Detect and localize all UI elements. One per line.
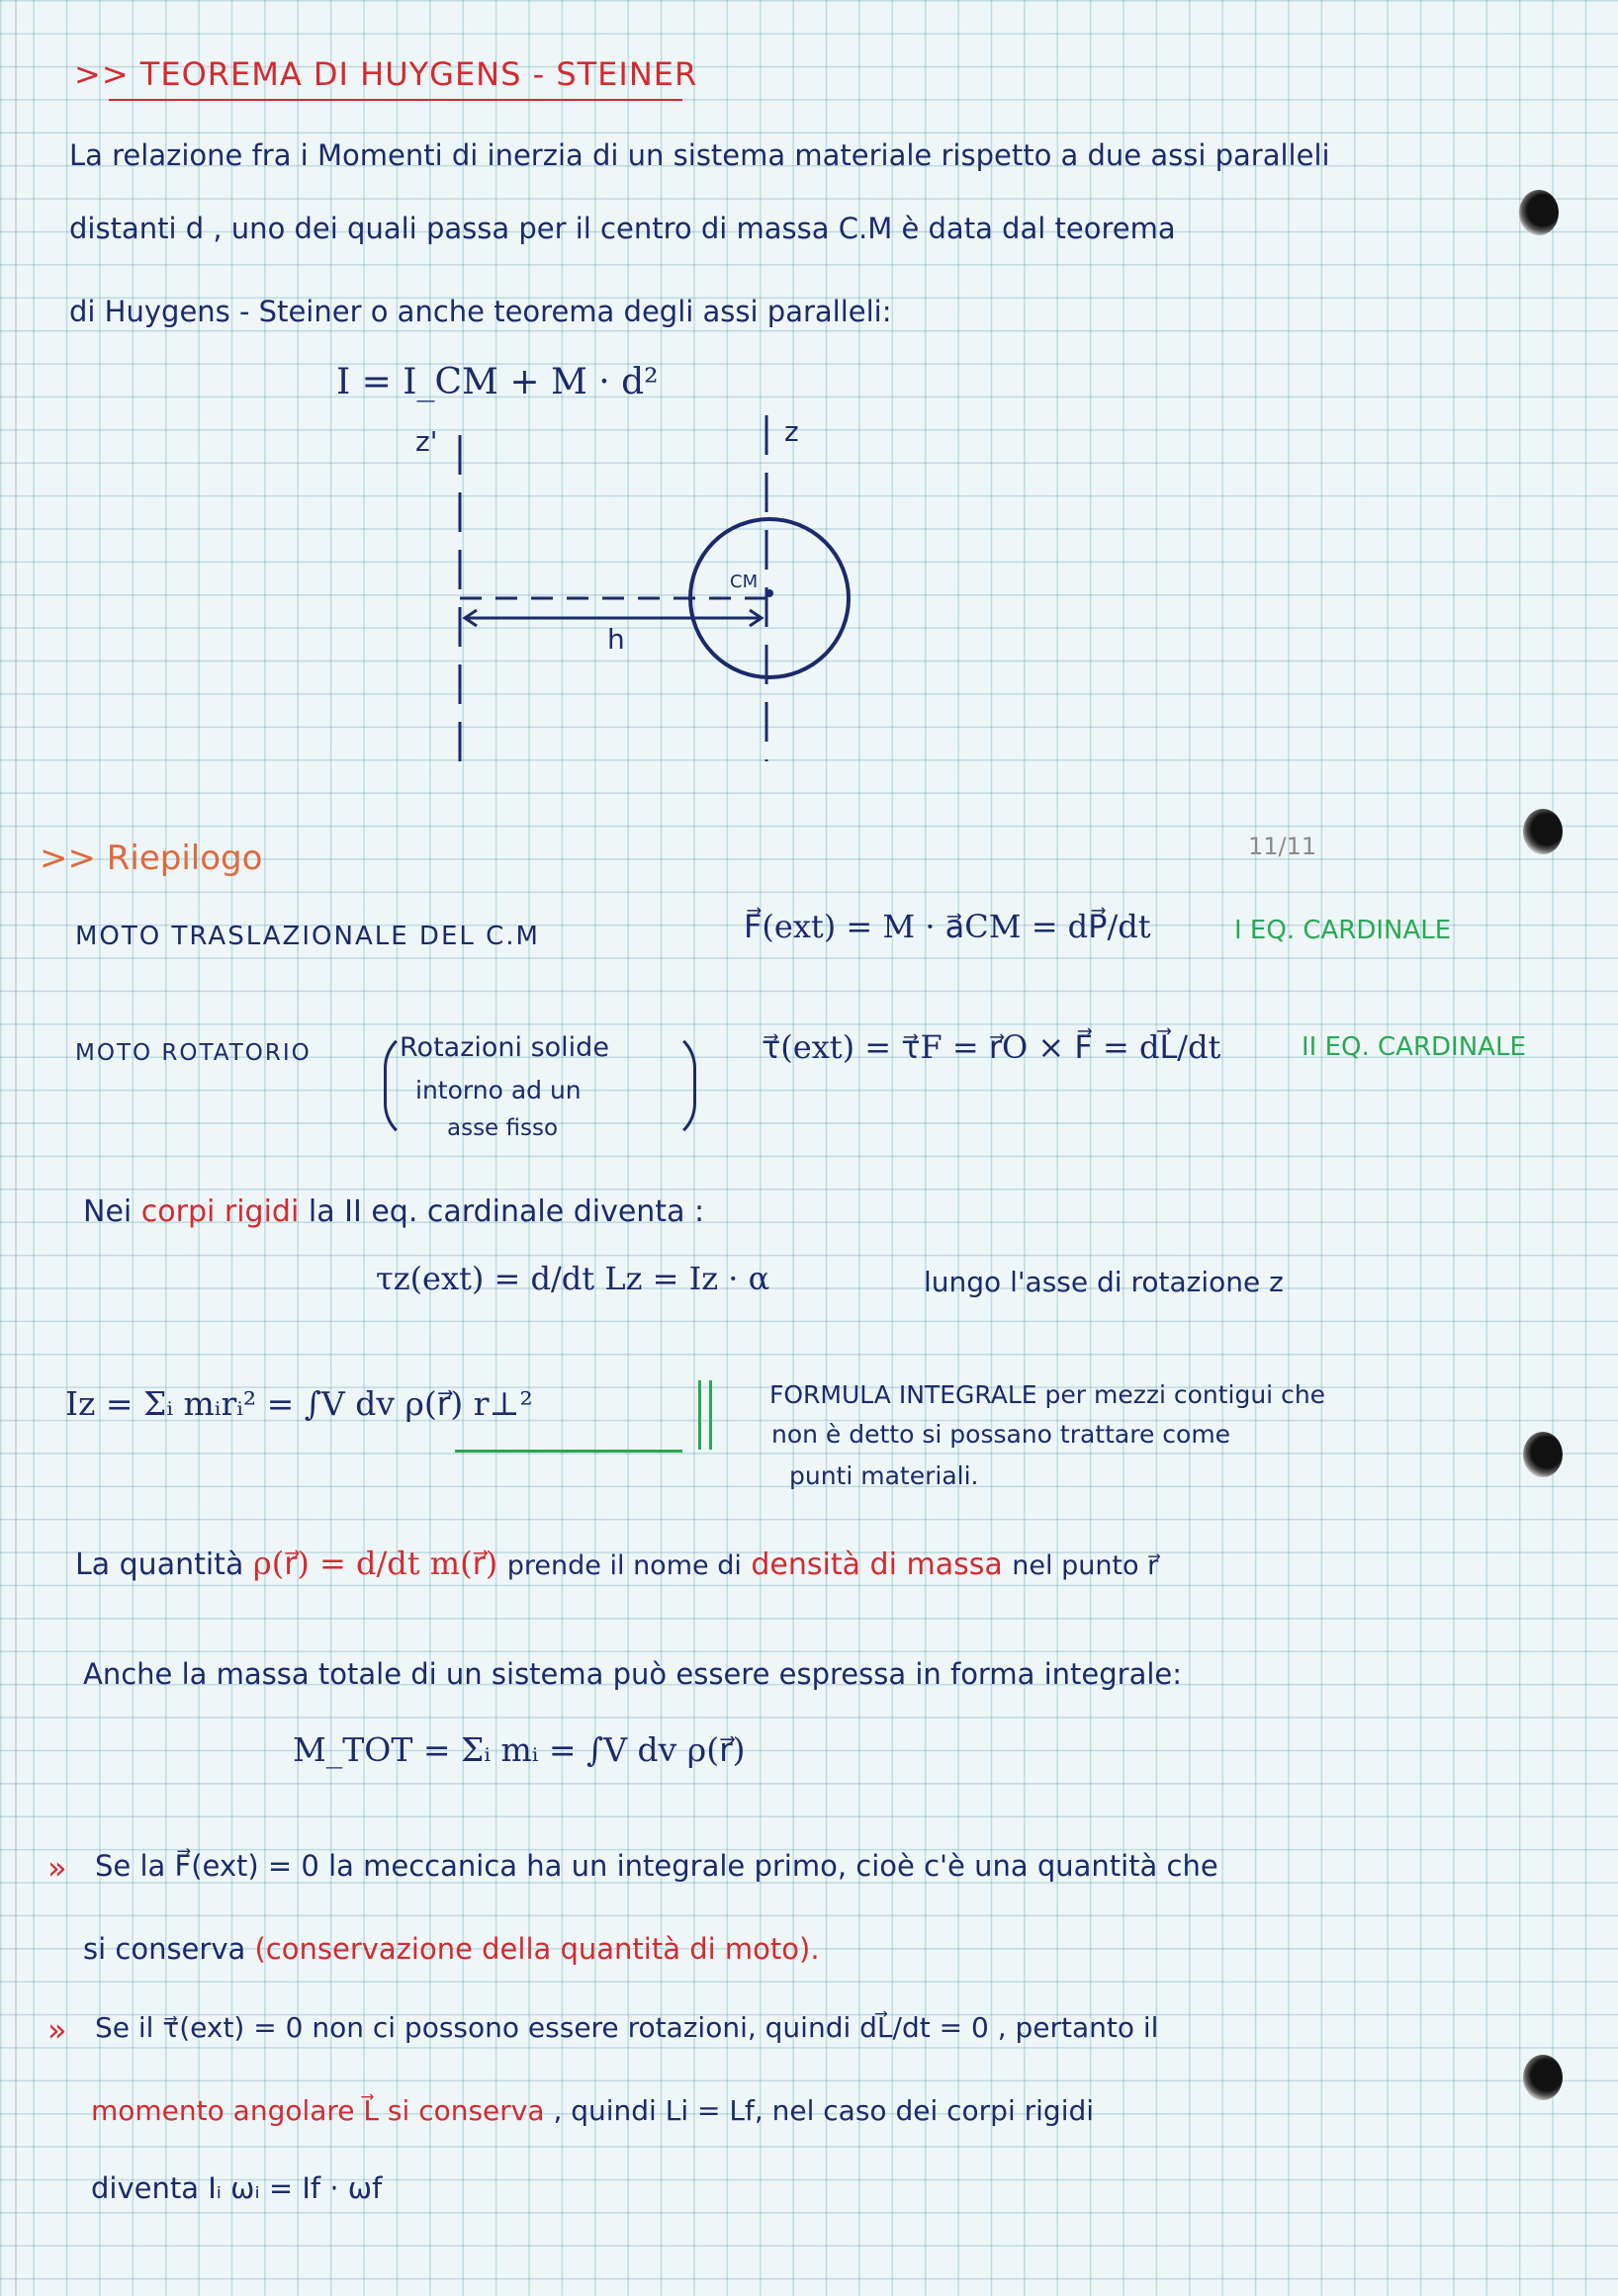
integral-note-1 [769, 1380, 1325, 1409]
axis-z-prime-label: z' [415, 425, 438, 458]
integral-bar [698, 1380, 712, 1450]
binder-hole-3 [1523, 1432, 1563, 1477]
cons2-line2-highlight: momento angolare L⃗ si conserva [91, 2094, 545, 2127]
row2-eq: II EQ. CARDINALE [1302, 1032, 1526, 1062]
row2-paren-line3: asse fisso [447, 1115, 559, 1141]
rigid-note: lungo l'asse di rotazione z [924, 1266, 1284, 1298]
binder-hole-2 [1523, 809, 1563, 854]
axis-z-label: z [784, 415, 799, 448]
binder-hole-4 [1523, 2055, 1563, 2100]
intro-line-2: distanti d , uno dei quali passa per il centro di massa C.M è data dal teorema [69, 212, 1176, 245]
row2-label: MOTO ROTATORIO [75, 1040, 312, 1066]
cons2-line2 [91, 2094, 1094, 2127]
cons2-line3: diventa Iᵢ ωᵢ = If · ωf [91, 2171, 383, 2205]
density-prefix: La quantità [75, 1547, 244, 1582]
row2-formula: τ⃗(ext) = τ⃗F = r⃗O × F⃗ = dL⃗/dt [762, 1028, 1221, 1066]
cons2-line2-suffix: , quindi Li = Lf, nel caso dei corpi rigidi [553, 2094, 1095, 2127]
density-line [75, 1545, 1158, 1582]
rigid-prefix: Nei [83, 1194, 133, 1229]
binder-hole-1 [1519, 190, 1559, 235]
steiner-diagram [415, 415, 890, 771]
integral-note-2: non è detto si possano trattare come [771, 1420, 1231, 1449]
integral-formula: Iz = Σᵢ mᵢrᵢ² = ∫V dv ρ(r⃗) r⊥² [65, 1384, 533, 1423]
row1-eq: I EQ. CARDINALE [1234, 916, 1452, 945]
cons1-line2-highlight: (conservazione della quantità di moto). [254, 1932, 820, 1966]
distance-label: h [607, 623, 625, 656]
integral-note-3: punti materiali. [789, 1461, 979, 1490]
cons2-bullet: » [47, 2011, 67, 2049]
cm-dot [765, 589, 773, 597]
density-middle: prende il nome di [506, 1550, 742, 1581]
cons2-line1: Se il τ⃗(ext) = 0 non ci possono essere rotazioni, quindi dL⃗/dt = 0 , pertanto il [95, 2011, 1159, 2044]
page-number: 11/11 [1248, 833, 1317, 860]
row1-label: MOTO TRASLAZIONALE DEL C.M [75, 922, 540, 951]
row2-paren-line2: intorno ad un [415, 1076, 582, 1104]
margin-line [15, 0, 17, 2296]
cm-label: CM [730, 572, 759, 592]
integral-underline [455, 1450, 682, 1453]
cons1-line1: Se la F⃗(ext) = 0 la meccanica ha un integrale primo, cioè c'è una quantità che [95, 1849, 1218, 1883]
recap-title: >> Riepilogo [40, 839, 263, 878]
rigid-highlight: corpi rigidi [140, 1194, 300, 1229]
cons1-line2-prefix: si conserva [83, 1932, 246, 1966]
mass-text: Anche la massa totale di un sistema può essere espressa in forma integrale: [83, 1657, 1183, 1691]
intro-line-3: di Huygens - Steiner o anche teorema degli assi paralleli: [69, 295, 892, 328]
title-underline [109, 99, 682, 101]
cons1-bullet: » [47, 1849, 67, 1887]
mass-formula: M_TOT = Σᵢ mᵢ = ∫V dv ρ(r⃗) [293, 1730, 746, 1769]
density-formula: ρ(r⃗) = d/dt m(r⃗) [252, 1545, 498, 1582]
rigid-line [83, 1194, 704, 1229]
density-highlight: densità di massa [751, 1547, 1003, 1582]
integral-note-1-text: FORMULA INTEGRALE per mezzi contigui che [769, 1380, 1326, 1409]
intro-line-1: La relazione fra i Momenti di inerzia di un sistema materiale rispetto a due assi paralleli [69, 138, 1330, 172]
cons1-line2 [83, 1932, 820, 1966]
rigid-suffix: la II eq. cardinale diventa : [308, 1194, 705, 1229]
density-suffix: nel punto r⃗ [1012, 1550, 1159, 1581]
steiner-formula: I = I_CM + M · d² [336, 362, 659, 402]
page-title: >> TEOREMA DI HUYGENS - STEINER [74, 55, 698, 93]
row2-paren-line1: Rotazioni solide [400, 1032, 609, 1063]
row1-formula: F⃗(ext) = M · a⃗CM = dP⃗/dt [744, 908, 1151, 945]
rigid-formula: τz(ext) = d/dt Lz = Iz · α [376, 1260, 770, 1297]
